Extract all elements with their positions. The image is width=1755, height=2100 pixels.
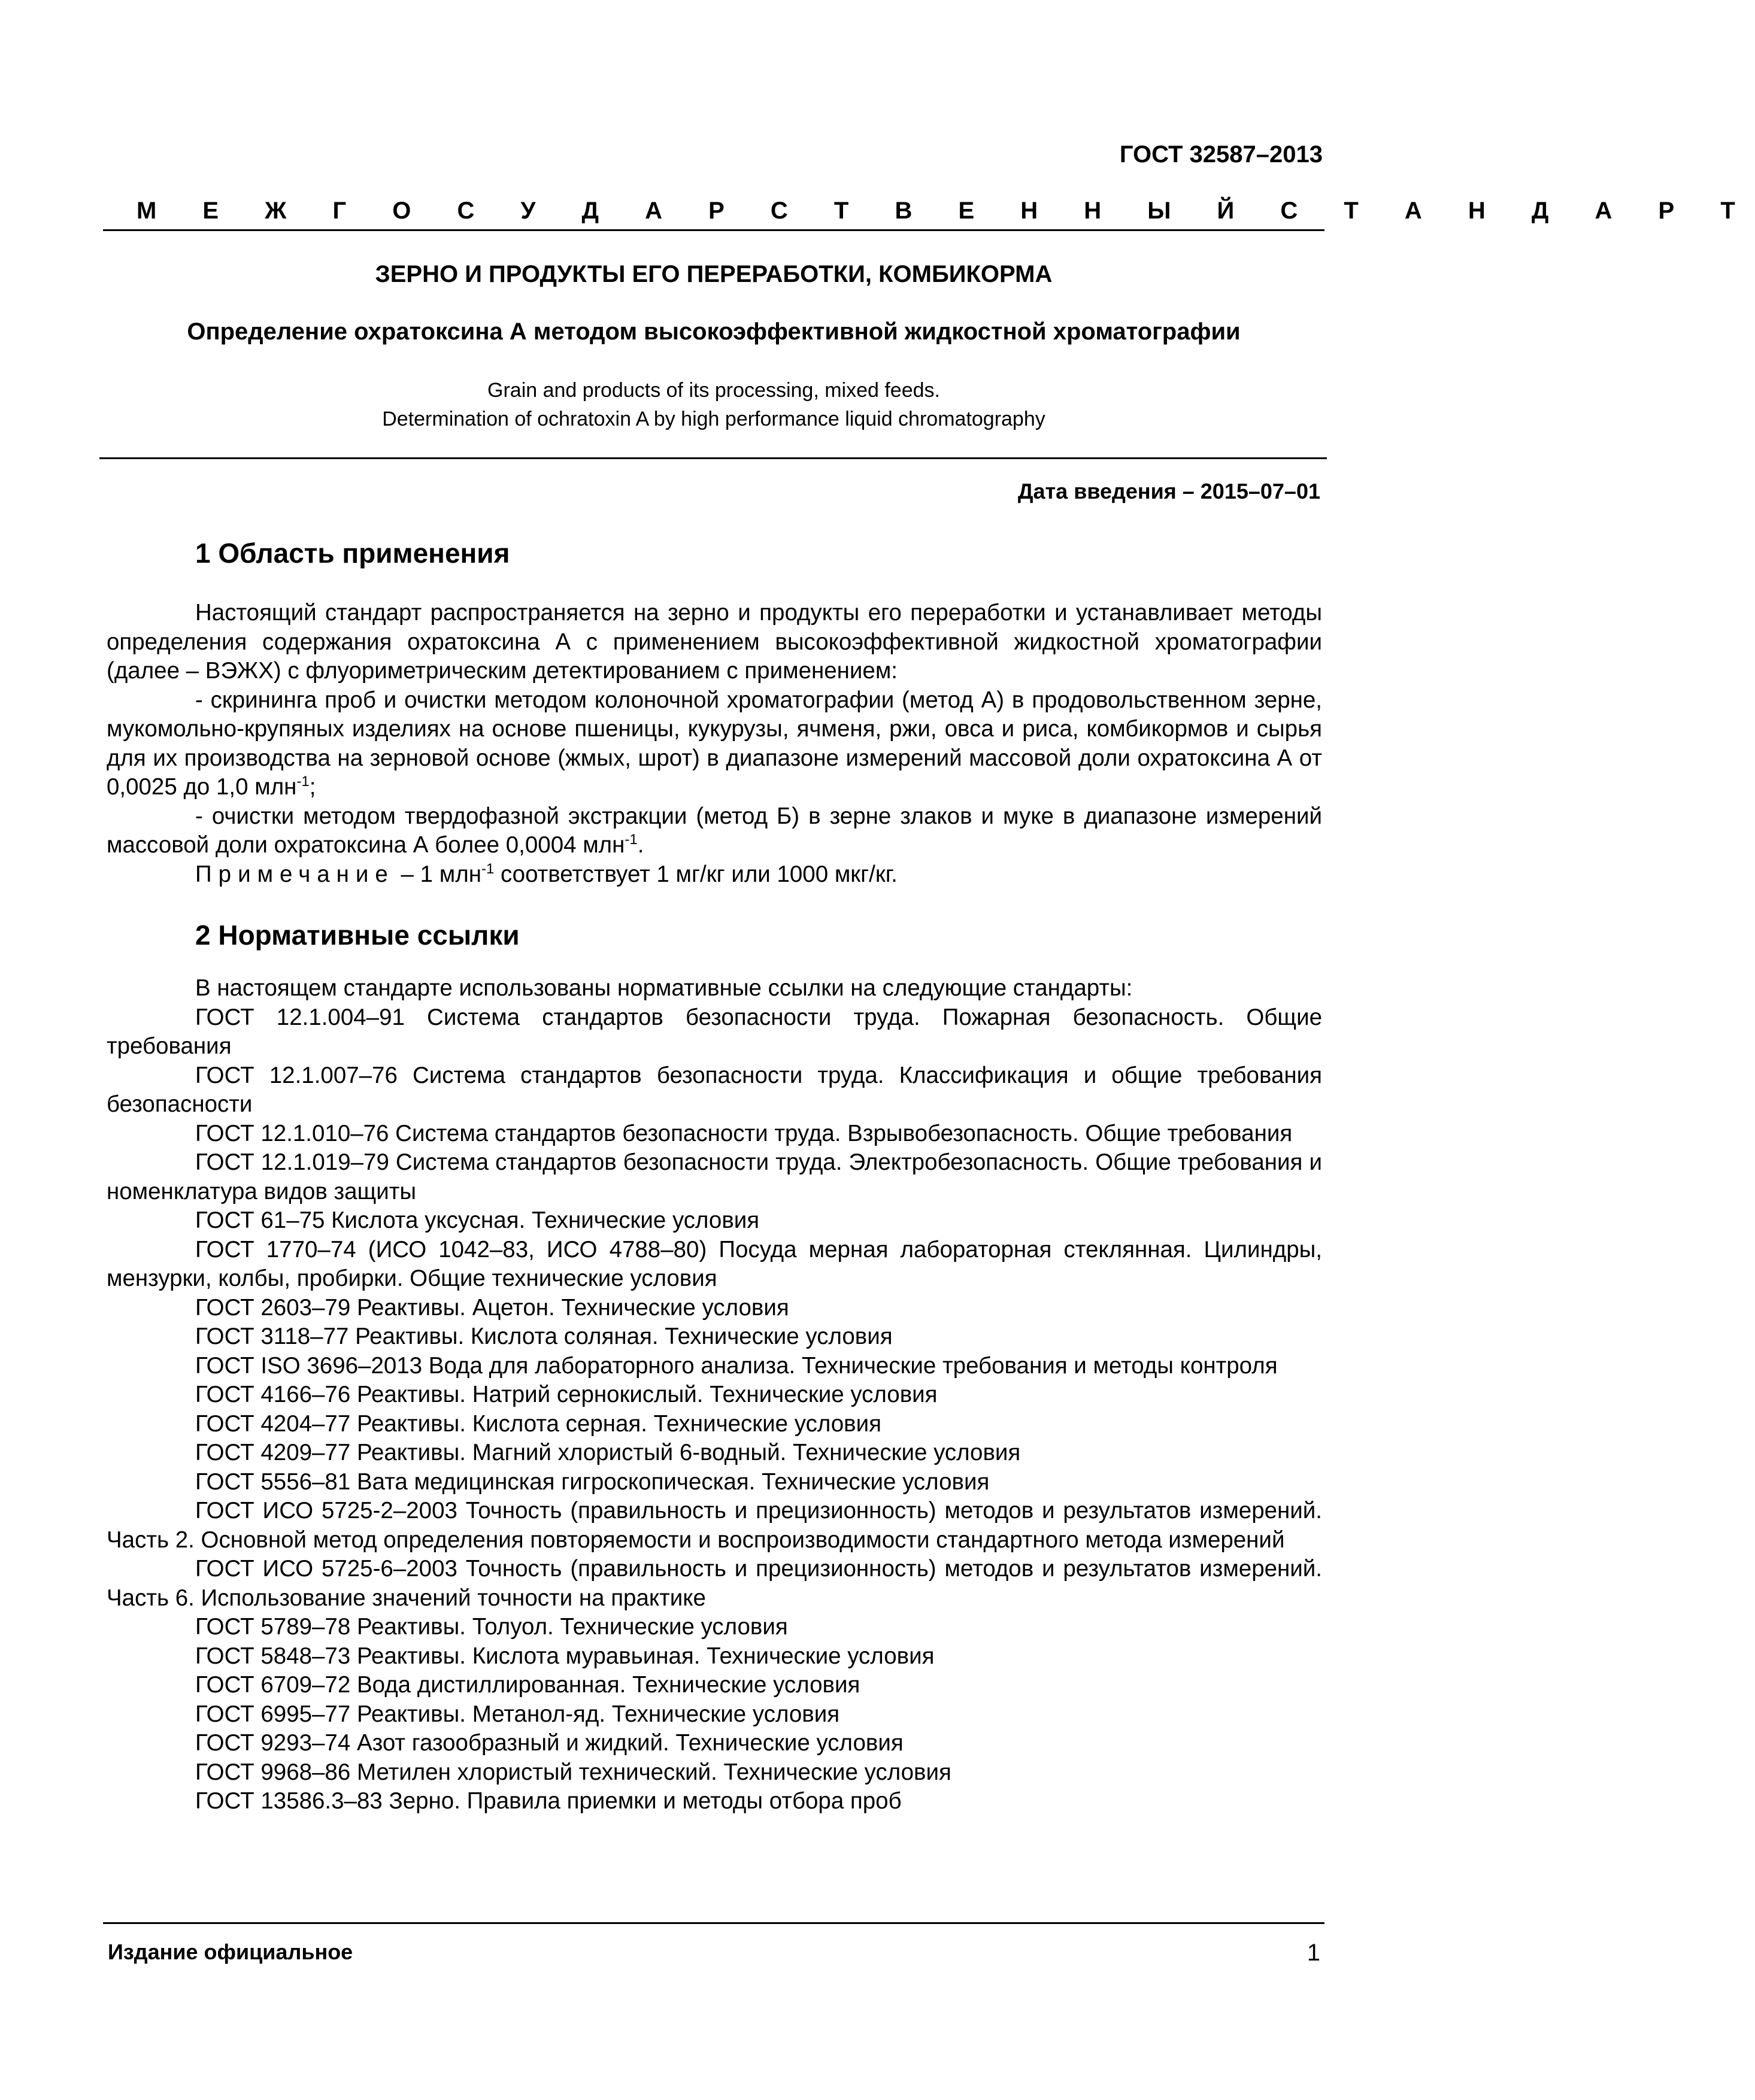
section-1-body xyxy=(107,599,1322,889)
reference-item: ГОСТ ISO 3696–2013 Вода для лабораторного анализа. Технические требования и методы контроля xyxy=(195,1352,1278,1379)
english-title xyxy=(103,376,1324,433)
title-divider xyxy=(99,457,1327,459)
reference-item: ГОСТ 5556–81 Вата медицинская гигроскопическая. Технические условия xyxy=(195,1468,990,1495)
document-number: ГОСТ 32587–2013 xyxy=(1119,141,1323,168)
english-title-line-2: Determination of ochratoxin A by high performance liquid chromatography xyxy=(382,408,1045,430)
reference-item: ГОСТ 1770–74 (ИСО 1042–83, ИСО 4788–80) Посуда мерная лабораторная стеклянная. Цилиндры, мензурки, колбы, пробирки. Общие технические условия xyxy=(107,1236,1322,1291)
reference-item: ГОСТ 4166–76 Реактивы. Натрий сернокислый. Технические условия xyxy=(195,1382,938,1407)
official-edition-label: Издание официальное xyxy=(108,1940,353,1964)
section-2-heading: 2 Нормативные ссылки xyxy=(195,919,520,951)
document-title: ЗЕРНО И ПРОДУКТЫ ЕГО ПЕРЕРАБОТКИ, КОМБИКОРМА xyxy=(375,261,1053,287)
references-intro: В настоящем стандарте использованы нормативные ссылки на следующие стандарты: xyxy=(195,975,1133,1001)
reference-item: ГОСТ 12.1.010–76 Система стандартов безопасности труда. Взрывобезопасность. Общие требования xyxy=(195,1120,1293,1146)
document-subtitle: Определение охратоксина А методом высокоэффективной жидкостной хроматографии xyxy=(187,318,1241,345)
reference-item: ГОСТ 9968–86 Метилен хлористый технический. Технические условия xyxy=(195,1759,951,1785)
reference-item: ГОСТ 6995–77 Реактивы. Метанол-яд. Технические условия xyxy=(195,1701,840,1727)
method-a-item: - скрининга проб и очистки методом колоночной хроматографии (метод А) в продовольственном зерне, мукомольно-крупяных изделиях на основе пшеницы, кукурузы, ячменя, ржи, овса и риса, комбикормов и сырья для их производства на зерновой основе (жмых, шрот) в диапазоне измерений массовой доли охратоксина А от 0,0025 до 1,0 млн$^{-1}$; xyxy=(107,687,1322,800)
introduction-date: Дата введения – 2015–07–01 xyxy=(1017,479,1320,503)
reference-item: ГОСТ 5848–73 Реактивы. Кислота муравьиная. Технические условия xyxy=(195,1643,935,1669)
reference-item: ГОСТ 12.1.004–91 Система стандартов безопасности труда. Пожарная безопасность. Общие требования xyxy=(107,1004,1322,1059)
note: Примечание – 1 млн$^{-1}$ соответствует 1 мг/кг или 1000 мкг/кг. xyxy=(195,860,898,887)
section-2-body xyxy=(107,974,1322,1816)
english-title-line-1: Grain and products of its processing, mixed feeds. xyxy=(487,379,940,402)
note-label: Примечание xyxy=(195,861,395,887)
reference-item: ГОСТ 61–75 Кислота уксусная. Технические условия xyxy=(195,1207,760,1233)
section-1-heading: 1 Область применения xyxy=(195,538,510,569)
reference-item: ГОСТ 4209–77 Реактивы. Магний хлористый 6-водный. Технические условия xyxy=(195,1440,1021,1465)
footer-divider xyxy=(103,1922,1324,1924)
page-number: 1 xyxy=(1307,1940,1320,1966)
standard-type-banner: М Е Ж Г О С У Д А Р С Т В Е Н Н Ы Й С Т А Н Д А Р Т xyxy=(137,198,1755,224)
reference-item: ГОСТ 13586.3–83 Зерно. Правила приемки и методы отбора проб xyxy=(195,1788,902,1814)
reference-item: ГОСТ 2603–79 Реактивы. Ацетон. Технические условия xyxy=(195,1294,789,1321)
method-b-item: - очистки методом твердофазной экстракции (метод Б) в зерне злаков и муке в диапазоне измерений массовой доли охратоксина А более 0,0004 млн$^{-1}$. xyxy=(107,803,1322,858)
top-divider xyxy=(103,229,1324,231)
reference-item: ГОСТ 6709–72 Вода дистиллированная. Технические условия xyxy=(195,1672,860,1698)
reference-item: ГОСТ 3118–77 Реактивы. Кислота соляная. Технические условия xyxy=(195,1324,893,1349)
section-1-paragraph: Настоящий стандарт распространяется на зерно и продукты его переработки и устанавливает методы определения содержания охратоксина А с применением высокоэффективной жидкостной хроматографии (далее – ВЭЖХ) с флуориметрическим детектированием с применением: xyxy=(107,600,1322,684)
reference-item: ГОСТ 9293–74 Азот газообразный и жидкий. Технические условия xyxy=(195,1730,904,1756)
reference-item: ГОСТ 4204–77 Реактивы. Кислота серная. Технические условия xyxy=(195,1410,881,1437)
reference-item: ГОСТ ИСО 5725-2–2003 Точность (правильность и прецизионность) методов и результатов измерений. Часть 2. Основной метод определения повторяемости и воспроизводимости стандартного метода измерений xyxy=(107,1498,1322,1553)
reference-item: ГОСТ 12.1.019–79 Система стандартов безопасности труда. Электробезопасность. Общие требования и номенклатура видов защиты xyxy=(107,1149,1322,1204)
reference-item: ГОСТ 5789–78 Реактивы. Толуол. Технические условия xyxy=(195,1614,788,1640)
reference-item: ГОСТ ИСО 5725-6–2003 Точность (правильность и прецизионность) методов и результатов измерений. Часть 6. Использование значений точности на практике xyxy=(107,1556,1322,1611)
reference-item: ГОСТ 12.1.007–76 Система стандартов безопасности труда. Классификация и общие требования безопасности xyxy=(107,1062,1322,1117)
